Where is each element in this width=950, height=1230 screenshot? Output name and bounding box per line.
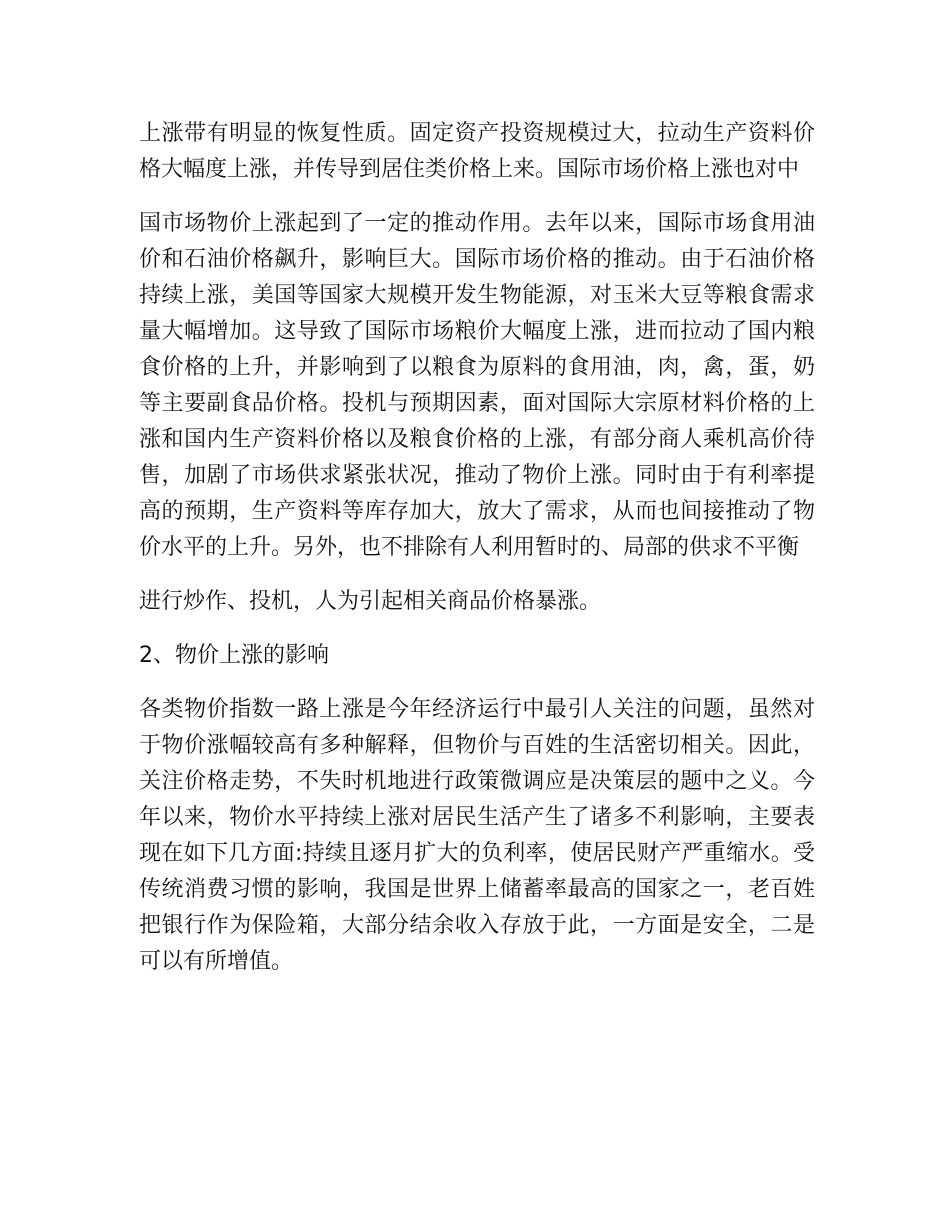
document-body: [139, 116, 815, 980]
paragraph-3: 进行炒作、投机，人为引起相关商品价格暴涨。: [139, 589, 602, 614]
section-heading: 2、物价上涨的影响: [139, 643, 329, 668]
paragraph-2: 国市场物价上涨起到了一定的推动作用。去年以来，国际市场食用油价和石油价格飙升，影响巨大。国际市场价格的推动。由于石油价格持续上涨，美国等国家大规模开发生物能源，对玉米大豆等粮食需求量大幅增加。这导致了国际市场粮价大幅度上涨，进而拉动了国内粮食价格的上升，并影响到了以粮食为原料的食用油，肉，禽，蛋，奶等主要副食品价格。投机与预期因素，面对国际大宗原材料价格的上涨和国内生产资料价格以及粮食价格的上涨，有部分商人乘机高价待售，加剧了市场供求紧张状况，推动了物价上涨。同时由于有利率提高的预期，生产资料等库存加大，放大了需求，从而也间接推动了物价水平的上升。另外，也不排除有人利用暂时的、局部的供求不平衡: [139, 211, 815, 560]
paragraph-4: 各类物价指数一路上涨是今年经济运行中最引人关注的问题，虽然对于物价涨幅较高有多种解释，但物价与百姓的生活密切相关。因此，关注价格走势，不失时机地进行政策微调应是决策层的题中之义。今年以来，物价水平持续上涨对居民生活产生了诸多不利影响，主要表现在如下几方面:持续且逐月扩大的负利率，使居民财产严重缩水。受传统消费习惯的影响，我国是世界上储蓄率最高的国家之一，老百姓把银行作为保险箱，大部分结余收入存放于此，一方面是安全，二是可以有所增值。: [139, 697, 815, 974]
paragraph-1: 上涨带有明显的恢复性质。固定资产投资规模过大，拉动生产资料价格大幅度上涨，并传导到居住类价格上来。国际市场价格上涨也对中: [139, 121, 815, 182]
